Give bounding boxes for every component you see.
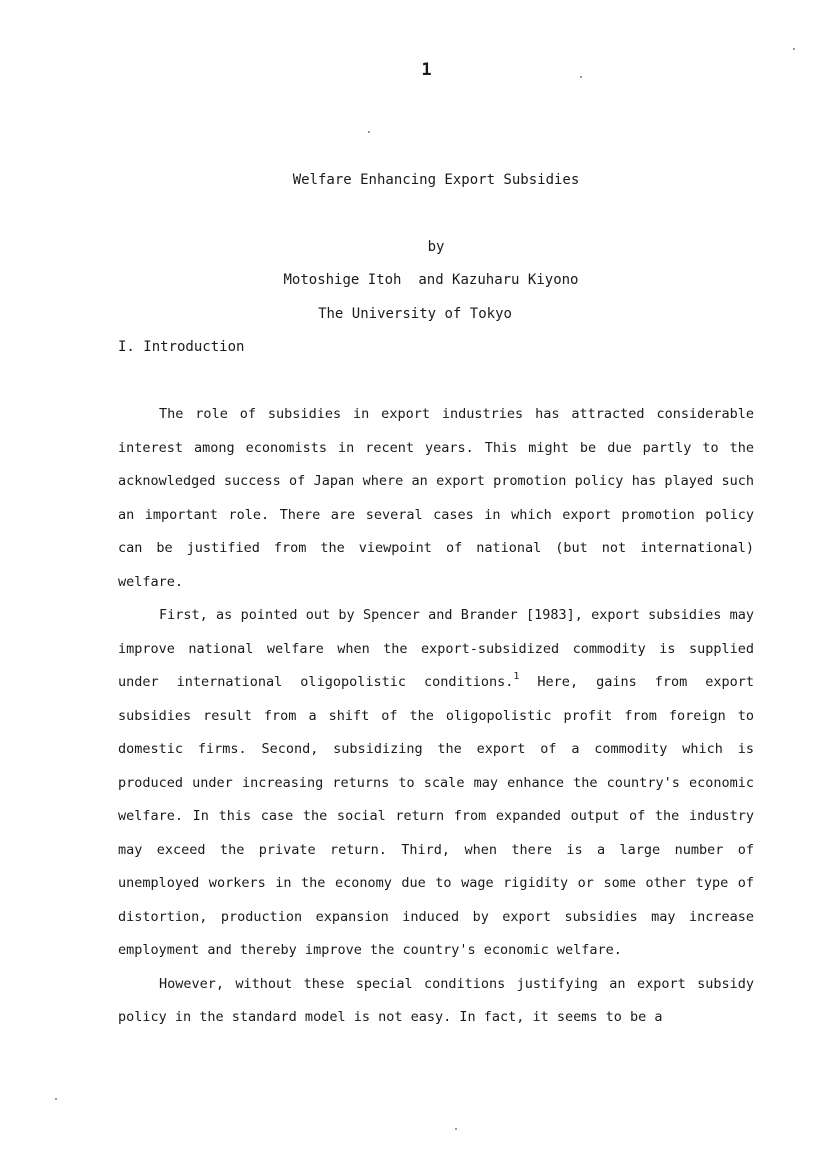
- affiliation: The University of Tokyo: [318, 306, 512, 322]
- paragraph-1: The role of subsidies in export industries has attracted considerable interest among economists in recent years. This might be due partly to the acknowledged success of Japan where an export promotion policy has played such an important role. There are several cases in which export promotion policy can be justified from the viewpoint of national (but not international) welfare.: [118, 406, 754, 590]
- body-text: [118, 398, 754, 1035]
- authors: Motoshige Itoh and Kazuharu Kiyono: [283, 272, 579, 288]
- byline: by: [427, 239, 445, 255]
- scan-speck: [55, 1098, 57, 1100]
- scan-speck: [455, 1128, 457, 1130]
- scan-speck: [580, 76, 582, 78]
- paragraph-3: However, without these special conditions justifying an export subsidy policy in the standard model is not easy. In fact, it seems to be a: [118, 975, 754, 1025]
- paragraph-2-text-before: First, as pointed out by Spencer and Brander [1983], export subsidies may improve national welfare when the export-subsidized commodity is supplied under international oligopolistic conditions.: [118, 607, 754, 690]
- footnote-marker: 1: [513, 671, 520, 682]
- scan-speck: [793, 48, 795, 50]
- paragraph-2: [118, 599, 754, 968]
- paper-title: Welfare Enhancing Export Subsidies: [292, 172, 580, 188]
- section-heading: I. Introduction: [118, 339, 245, 355]
- paragraph-2-text-after: Here, gains from export subsidies result from a shift of the oligopolistic profit from foreign to domestic firms. Second, subsidizing the export of a commodity which is produced under increasing returns to scale may enhance the country's economic welfare. In this case the social return from expanded output of the industry may exceed the private return. Third, when there is a large number of unemployed workers in the economy due to wage rigidity or some other type of distortion, production expansion induced by export subsidies may increase employment and thereby improve the country's economic welfare.: [118, 674, 754, 958]
- page-number: 1: [421, 60, 432, 80]
- scan-speck: [368, 131, 370, 133]
